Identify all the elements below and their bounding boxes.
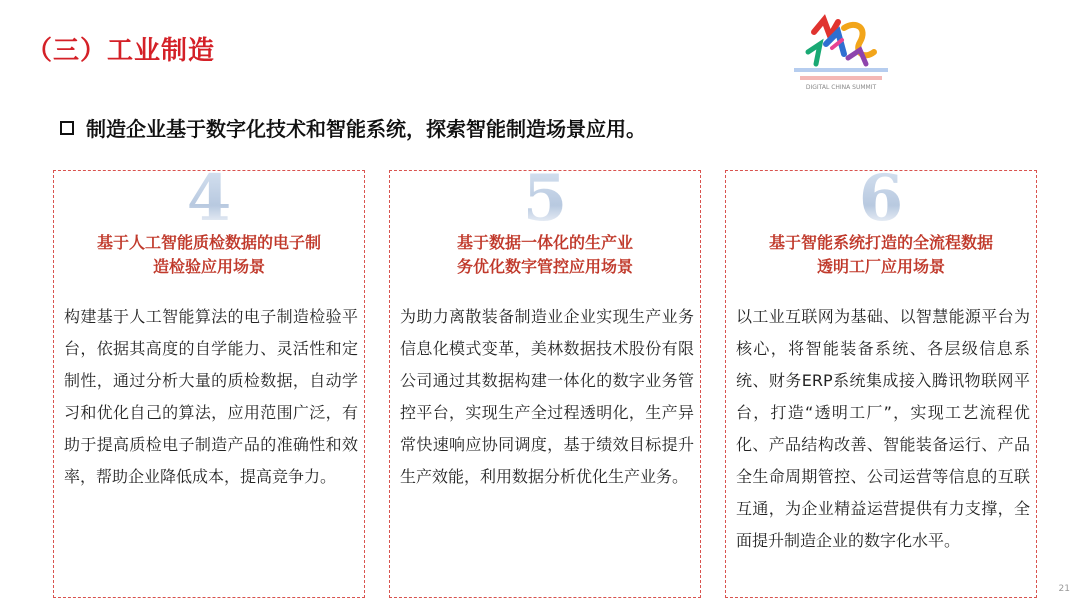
logo-caption: DIGITAL CHINA SUMMIT xyxy=(805,84,877,91)
card-heading xyxy=(64,231,354,279)
card-body: 构建基于人工智能算法的电子制造检验平台，依据其高度的自学能力、灵活性和定制性，通过分析大量的质检数据，自动学习和优化自己的算法，应用范围广泛，有助于提高质检电子制造产品的准确性和效率，帮助企业降低成本，提高竞争力。 xyxy=(64,307,358,486)
card-heading-line: 基于智能系统打造的全流程数据 xyxy=(768,233,993,252)
card-number: 6 xyxy=(726,167,1036,231)
card-body: 为助力离散装备制造业企业实现生产业务信息化模式变革，美林数据技术股份有限公司通过其数据构建一体化的数字业务管控平台，实现生产全过程透明化，生产异常快速响应协同调度，基于绩效目标提升生产效能，利用数据分析优化生产业务。 xyxy=(400,307,694,486)
card-scenario-6 xyxy=(725,161,1037,598)
card-number: 5 xyxy=(390,167,700,231)
card-body: 以工业互联网为基础、以智慧能源平台为核心，将智能装备系统、各层级信息系统、财务ERP系统集成接入腾讯物联网平台，打造“透明工厂”，实现工艺流程优化、产品结构改善、智能装备运行、产品全生命周期管控、公司运营等信息的互联互通，为企业精益运营提供有力支撑，全面提升制造企业的数字化水平。 xyxy=(736,307,1030,550)
page-number: 21 xyxy=(1058,584,1070,594)
card-heading-line: 透明工厂应用场景 xyxy=(816,257,945,276)
card-heading-line: 造检验应用场景 xyxy=(152,257,265,276)
subtitle xyxy=(60,113,646,142)
card-heading xyxy=(736,231,1026,279)
card-scenario-5 xyxy=(389,161,701,598)
card-scenario-4 xyxy=(53,161,365,598)
card-heading-line: 基于数据一体化的生产业 xyxy=(456,233,633,252)
card-number: 4 xyxy=(54,167,364,231)
card-heading xyxy=(400,231,690,279)
checkbox-square-icon xyxy=(60,121,74,135)
section-title: （三）工业制造 xyxy=(26,36,216,66)
subtitle-text: 制造企业基于数字化技术和智能系统，探索智能制造场景应用。 xyxy=(86,117,646,141)
card-heading-line: 基于人工智能质检数据的电子制 xyxy=(96,233,321,252)
card-heading-line: 务优化数字管控应用场景 xyxy=(456,257,633,276)
